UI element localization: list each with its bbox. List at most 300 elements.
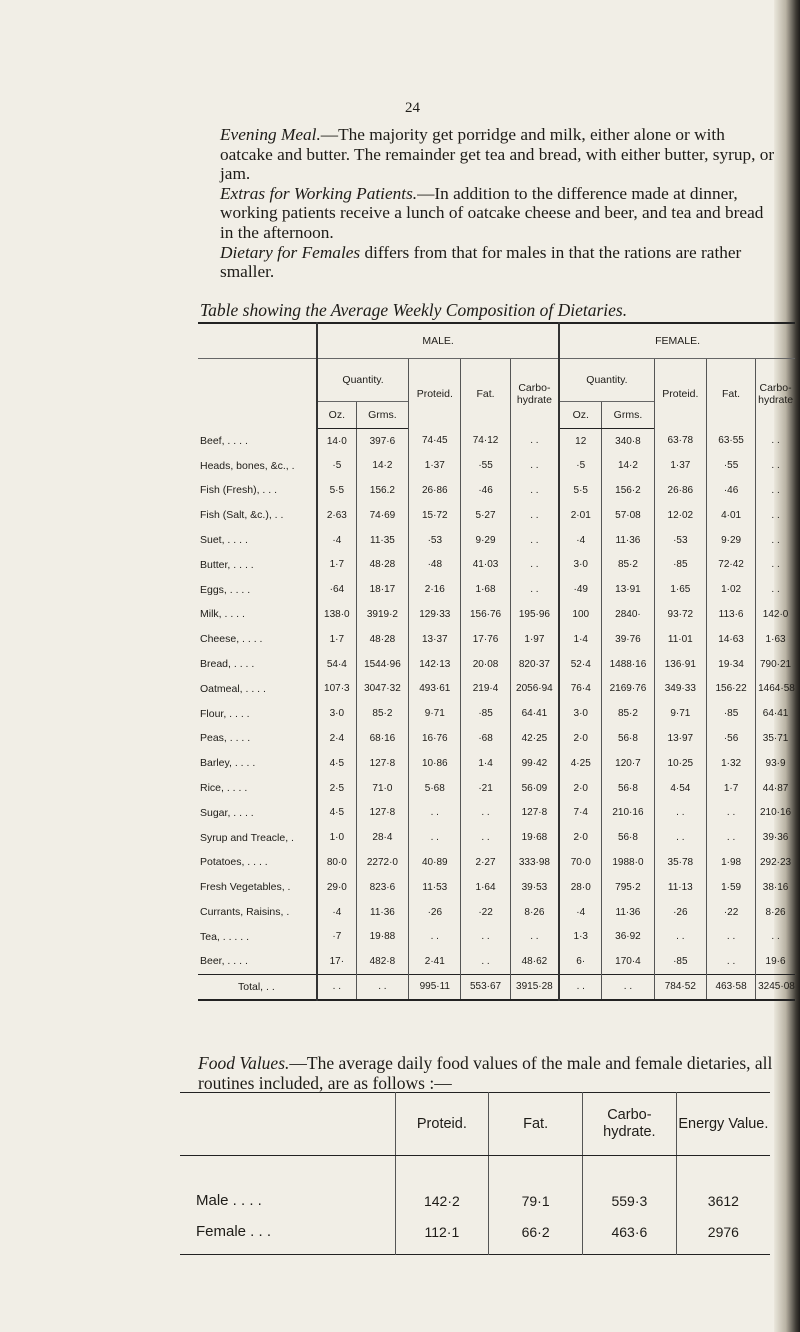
male-quantity-header: Quantity. (317, 359, 409, 402)
male-proteid-cell: ·48 (409, 552, 461, 577)
female-proteid-cell: 35·78 (654, 850, 706, 875)
table-row (198, 900, 795, 925)
female-oz-cell: 1·4 (559, 627, 602, 652)
female-fat-cell: 14·63 (707, 627, 756, 652)
male-grms-header: Grms. (356, 402, 408, 429)
female-carbo-cell: 93·9 (756, 751, 795, 776)
fv-cell: 559·3 (583, 1156, 677, 1210)
male-proteid-cell: 15·72 (409, 503, 461, 528)
female-proteid-cell: 12·02 (654, 503, 706, 528)
female-fat-cell: 1·32 (707, 751, 756, 776)
male-oz-cell: 2·63 (317, 503, 356, 528)
male-carbo-cell: 64·41 (510, 701, 559, 726)
female-grms-cell: 1988·0 (602, 850, 654, 875)
female-grms-cell: 120·7 (602, 751, 654, 776)
male-oz-cell: 29·0 (317, 875, 356, 900)
female-proteid-cell: ·53 (654, 528, 706, 553)
male-proteid-cell: 5·68 (409, 776, 461, 801)
male-oz-cell: 14·0 (317, 429, 356, 454)
female-fat-cell: 63·55 (707, 429, 756, 454)
male-carbo-cell: 333·98 (510, 850, 559, 875)
male-carbo-cell: 56·09 (510, 776, 559, 801)
female-carbo-cell: . . (756, 924, 795, 949)
female-proteid-cell: 11·13 (654, 875, 706, 900)
intro-text (220, 125, 780, 282)
male-proteid-cell: . . (409, 924, 461, 949)
female-fat-cell: ·56 (707, 726, 756, 751)
male-grms-cell: 28·4 (356, 825, 408, 850)
female-carbo-cell: 19·6 (756, 949, 795, 974)
female-fat-cell: 72·42 (707, 552, 756, 577)
total-row (198, 974, 795, 1000)
male-fat-cell: 17·76 (461, 627, 510, 652)
male-fat-cell: 5·27 (461, 503, 510, 528)
male-grms-cell: 3047·32 (356, 676, 408, 701)
male-fat-cell: 553·67 (461, 974, 510, 1000)
female-oz-cell: 4·25 (559, 751, 602, 776)
female-proteid-cell: 784·52 (654, 974, 706, 1000)
male-grms-cell: 127·8 (356, 751, 408, 776)
male-fat-cell: . . (461, 924, 510, 949)
male-oz-cell: 2·5 (317, 776, 356, 801)
fv-label-header (180, 1093, 395, 1156)
male-proteid-cell: 74·45 (409, 429, 461, 454)
table-row (198, 627, 795, 652)
male-grms-cell: 14·2 (356, 453, 408, 478)
food-name: Rice, . . . . (200, 782, 248, 795)
food-col-header (198, 323, 317, 359)
male-fat-cell: 74·12 (461, 429, 510, 454)
table-row (198, 825, 795, 850)
male-grms-cell: 68·16 (356, 726, 408, 751)
male-proteid-cell: 995·11 (409, 974, 461, 1000)
male-carbo-cell: 19·68 (510, 825, 559, 850)
food-name: Bread, . . . . (200, 658, 255, 671)
male-carbo-cell: 99·42 (510, 751, 559, 776)
fv-energy-header: Energy Value. (676, 1093, 770, 1156)
food-name: Total, . . (198, 974, 317, 1000)
male-carbo-cell: 127·8 (510, 800, 559, 825)
female-proteid-cell: 349·33 (654, 676, 706, 701)
food-name: Fish (Fresh), . . . (200, 484, 278, 497)
female-proteid-cell: . . (654, 800, 706, 825)
female-carbo-cell: 790·21 (756, 652, 795, 677)
male-carbo-cell: . . (510, 453, 559, 478)
male-oz-cell: 1·7 (317, 627, 356, 652)
female-oz-cell: 2·01 (559, 503, 602, 528)
female-oz-cell: 76·4 (559, 676, 602, 701)
female-oz-cell: 2·0 (559, 726, 602, 751)
female-oz-cell: 100 (559, 602, 602, 627)
male-fat-cell: 156·76 (461, 602, 510, 627)
male-proteid-cell: ·26 (409, 900, 461, 925)
male-fat-cell: . . (461, 825, 510, 850)
female-oz-cell: 12 (559, 429, 602, 454)
fv-label: Female . . . (196, 1223, 272, 1240)
male-fat-cell: ·46 (461, 478, 510, 503)
table-row (198, 602, 795, 627)
food-name: Eggs, . . . . (200, 583, 251, 596)
female-proteid-cell: 1·37 (654, 453, 706, 478)
female-carbo-cell: . . (756, 577, 795, 602)
female-grms-cell: 1488·16 (602, 652, 654, 677)
food-name: Barley, . . . . (200, 757, 256, 770)
fv-cell: 463·6 (583, 1210, 677, 1255)
food-name: Tea, . . . . . (200, 930, 250, 943)
male-fat-cell: 1·68 (461, 577, 510, 602)
female-proteid-header: Proteid. (654, 359, 706, 429)
female-carbo-cell: 142·0 (756, 602, 795, 627)
male-grms-cell: 156.2 (356, 478, 408, 503)
food-name: Fresh Vegetables, . (200, 881, 291, 894)
fv-cell: 112·1 (395, 1210, 489, 1255)
female-proteid-cell: 13·97 (654, 726, 706, 751)
male-oz-cell: ·64 (317, 577, 356, 602)
female-grms-cell: 210·16 (602, 800, 654, 825)
female-fat-cell: . . (707, 800, 756, 825)
female-carbo-cell: 64·41 (756, 701, 795, 726)
female-proteid-cell: 136·91 (654, 652, 706, 677)
fv-cell: 3612 (676, 1156, 770, 1210)
male-carbo-cell: 8·26 (510, 900, 559, 925)
table-row (198, 528, 795, 553)
fv-proteid-header: Proteid. (395, 1093, 489, 1156)
table-row (198, 429, 795, 454)
male-oz-cell: 107·3 (317, 676, 356, 701)
table-row (198, 478, 795, 503)
female-fat-cell: . . (707, 924, 756, 949)
male-grms-cell: 823·6 (356, 875, 408, 900)
female-fat-cell: 1·02 (707, 577, 756, 602)
male-grms-cell: 71·0 (356, 776, 408, 801)
female-proteid-cell: 10·25 (654, 751, 706, 776)
female-fat-cell: 1·7 (707, 776, 756, 801)
male-proteid-cell: . . (409, 800, 461, 825)
female-proteid-cell: 26·86 (654, 478, 706, 503)
female-oz-cell: 52·4 (559, 652, 602, 677)
male-fat-cell: ·68 (461, 726, 510, 751)
male-proteid-cell: . . (409, 825, 461, 850)
male-carbo-cell: . . (510, 924, 559, 949)
male-carbo-cell: . . (510, 429, 559, 454)
table-row (198, 701, 795, 726)
female-carbo-cell: . . (756, 552, 795, 577)
male-grms-cell: 3919·2 (356, 602, 408, 627)
food-name: Butter, . . . . (200, 558, 254, 571)
male-fat-cell: 219·4 (461, 676, 510, 701)
female-proteid-cell: 1·65 (654, 577, 706, 602)
male-fat-cell: . . (461, 800, 510, 825)
male-grms-cell: 127·8 (356, 800, 408, 825)
female-grms-cell: 56·8 (602, 776, 654, 801)
female-oz-cell: 5·5 (559, 478, 602, 503)
female-fat-cell: 9·29 (707, 528, 756, 553)
table-caption: Table showing the Average Weekly Composition of Dietaries. (200, 300, 628, 320)
female-carbo-cell: . . (756, 478, 795, 503)
female-grms-cell: 170·4 (602, 949, 654, 974)
male-carbo-cell: 2056·94 (510, 676, 559, 701)
male-carbo-cell: . . (510, 528, 559, 553)
female-oz-cell: ·4 (559, 528, 602, 553)
female-carbo-cell: 35·71 (756, 726, 795, 751)
fv-cell: 2976 (676, 1210, 770, 1255)
male-oz-cell: 4·5 (317, 800, 356, 825)
male-carbo-header: Carbo-hydrate (510, 359, 559, 429)
male-header: MALE. (317, 323, 559, 359)
male-proteid-cell: 26·86 (409, 478, 461, 503)
female-oz-cell: 1·3 (559, 924, 602, 949)
female-grms-cell: 795·2 (602, 875, 654, 900)
female-oz-cell: . . (559, 974, 602, 1000)
food-name: Milk, . . . . (200, 608, 245, 621)
male-grms-cell: 1544·96 (356, 652, 408, 677)
male-oz-cell: 4·5 (317, 751, 356, 776)
female-carbo-cell: 3245·08 (756, 974, 795, 1000)
female-oz-cell: ·5 (559, 453, 602, 478)
male-proteid-cell: 2·16 (409, 577, 461, 602)
fv-cell: 66·2 (489, 1210, 583, 1255)
male-oz-cell: . . (317, 974, 356, 1000)
male-grms-cell: 18·17 (356, 577, 408, 602)
composition-table (198, 322, 795, 1001)
male-oz-cell: ·4 (317, 900, 356, 925)
female-grms-cell: 85·2 (602, 701, 654, 726)
female-grms-cell: . . (602, 974, 654, 1000)
male-proteid-cell: 9·71 (409, 701, 461, 726)
female-carbo-cell: 1464·58 (756, 676, 795, 701)
female-fat-cell: 463·58 (707, 974, 756, 1000)
female-oz-cell: 6· (559, 949, 602, 974)
male-carbo-cell: . . (510, 552, 559, 577)
female-fat-cell: 156·22 (707, 676, 756, 701)
fv-row-male (180, 1156, 770, 1210)
female-grms-cell: 39·76 (602, 627, 654, 652)
male-grms-cell: . . (356, 974, 408, 1000)
female-fat-cell: 4·01 (707, 503, 756, 528)
male-oz-cell: 1·0 (317, 825, 356, 850)
male-carbo-cell: . . (510, 503, 559, 528)
female-oz-cell: 70·0 (559, 850, 602, 875)
female-proteid-cell: 4·54 (654, 776, 706, 801)
female-carbo-cell: 1·63 (756, 627, 795, 652)
female-fat-cell: ·55 (707, 453, 756, 478)
female-oz-cell: ·49 (559, 577, 602, 602)
female-grms-cell: 56·8 (602, 825, 654, 850)
male-oz-header: Oz. (317, 402, 356, 429)
food-name: Cheese, . . . . (200, 633, 263, 646)
food-name: Beer, . . . . (200, 955, 248, 968)
female-fat-cell: 113·6 (707, 602, 756, 627)
male-oz-cell: 138·0 (317, 602, 356, 627)
paragraph-females: Dietary for Females differs from that for males in that the rations are rather smaller. (220, 242, 742, 282)
food-name: Peas, . . . . (200, 732, 251, 745)
female-grms-cell: 2169·76 (602, 676, 654, 701)
table-row (198, 850, 795, 875)
fv-row-female (180, 1210, 770, 1255)
female-proteid-cell: ·85 (654, 949, 706, 974)
female-grms-header: Grms. (602, 402, 654, 429)
female-grms-cell: 14·2 (602, 453, 654, 478)
male-proteid-cell: 13·37 (409, 627, 461, 652)
female-fat-cell: . . (707, 949, 756, 974)
male-grms-cell: 74·69 (356, 503, 408, 528)
female-carbo-cell: . . (756, 453, 795, 478)
food-name: Heads, bones, &c., . (200, 459, 295, 472)
female-grms-cell: 36·92 (602, 924, 654, 949)
female-proteid-cell: 93·72 (654, 602, 706, 627)
male-fat-cell: ·21 (461, 776, 510, 801)
male-oz-cell: 1·7 (317, 552, 356, 577)
table-row (198, 875, 795, 900)
female-proteid-cell: ·26 (654, 900, 706, 925)
male-oz-cell: 5·5 (317, 478, 356, 503)
female-carbo-cell: 38·16 (756, 875, 795, 900)
paragraph-evening-meal: Evening Meal.—The majority get porridge and milk, either alone or with oatcake and butter. The remainder get tea and bread, with either butter, syrup, or jam. (220, 125, 775, 184)
female-carbo-cell: 210·16 (756, 800, 795, 825)
female-oz-cell: 3·0 (559, 552, 602, 577)
female-grms-cell: 2840· (602, 602, 654, 627)
female-proteid-cell: 63·78 (654, 429, 706, 454)
table-row (198, 800, 795, 825)
male-grms-cell: 397·6 (356, 429, 408, 454)
male-proteid-cell: 1·37 (409, 453, 461, 478)
fv-label: Male . . . . (196, 1191, 262, 1209)
male-proteid-cell: ·53 (409, 528, 461, 553)
male-grms-cell: 482·8 (356, 949, 408, 974)
female-oz-cell: 2·0 (559, 825, 602, 850)
male-fat-cell: ·85 (461, 701, 510, 726)
female-proteid-cell: . . (654, 924, 706, 949)
male-grms-cell: 19·88 (356, 924, 408, 949)
table-row (198, 676, 795, 701)
table-row (198, 503, 795, 528)
female-oz-header: Oz. (559, 402, 602, 429)
male-fat-header: Fat. (461, 359, 510, 429)
male-grms-cell: 11·36 (356, 900, 408, 925)
female-fat-cell: 1·98 (707, 850, 756, 875)
female-carbo-cell: . . (756, 429, 795, 454)
male-fat-cell: . . (461, 949, 510, 974)
female-carbo-cell: 292·23 (756, 850, 795, 875)
female-proteid-cell: 9·71 (654, 701, 706, 726)
male-oz-cell: 3·0 (317, 701, 356, 726)
female-grms-cell: 11·36 (602, 900, 654, 925)
male-oz-cell: ·5 (317, 453, 356, 478)
food-name: Potatoes, . . . . (200, 856, 268, 869)
male-fat-cell: 1·64 (461, 875, 510, 900)
male-proteid-cell: 16·76 (409, 726, 461, 751)
female-oz-cell: 2·0 (559, 776, 602, 801)
female-carbo-cell: . . (756, 528, 795, 553)
male-fat-cell: 20·08 (461, 652, 510, 677)
female-header: FEMALE. (559, 323, 795, 359)
food-name: Beef, . . . . (200, 434, 248, 447)
male-oz-cell: ·4 (317, 528, 356, 553)
male-carbo-cell: 39·53 (510, 875, 559, 900)
table-row (198, 776, 795, 801)
female-grms-cell: 156·2 (602, 478, 654, 503)
page-number: 24 (405, 100, 420, 116)
fv-cell: 79·1 (489, 1156, 583, 1210)
paragraph-extras: Extras for Working Patients.—In addition to the difference made at dinner, working patients receive a lunch of oatcake cheese and beer, and tea and bread in the afternoon. (220, 183, 764, 242)
female-grms-cell: 340·8 (602, 429, 654, 454)
female-grms-cell: 11·36 (602, 528, 654, 553)
male-grms-cell: 2272·0 (356, 850, 408, 875)
female-grms-cell: 13·91 (602, 577, 654, 602)
female-grms-cell: 57·08 (602, 503, 654, 528)
female-carbo-cell: . . (756, 503, 795, 528)
female-oz-cell: 3·0 (559, 701, 602, 726)
male-proteid-header: Proteid. (409, 359, 461, 429)
female-fat-cell: ·46 (707, 478, 756, 503)
male-grms-cell: 48·28 (356, 627, 408, 652)
food-name: Currants, Raisins, . (200, 906, 290, 919)
table-row (198, 652, 795, 677)
female-fat-cell: 1·59 (707, 875, 756, 900)
male-proteid-cell: 493·61 (409, 676, 461, 701)
male-fat-cell: 41·03 (461, 552, 510, 577)
male-grms-cell: 85·2 (356, 701, 408, 726)
male-grms-cell: 48·28 (356, 552, 408, 577)
female-quantity-header: Quantity. (559, 359, 654, 402)
food-name: Flour, . . . . (200, 707, 250, 720)
male-fat-cell: ·55 (461, 453, 510, 478)
male-proteid-cell: 40·89 (409, 850, 461, 875)
female-oz-cell: 7·4 (559, 800, 602, 825)
female-fat-header: Fat. (707, 359, 756, 429)
table-row (198, 924, 795, 949)
fv-fat-header: Fat. (489, 1093, 583, 1156)
female-carbo-cell: 39·36 (756, 825, 795, 850)
male-fat-cell: 2·27 (461, 850, 510, 875)
table-row (198, 751, 795, 776)
female-fat-cell: . . (707, 825, 756, 850)
food-name: Sugar, . . . . (200, 806, 254, 819)
male-proteid-cell: 129·33 (409, 602, 461, 627)
male-carbo-cell: . . (510, 577, 559, 602)
male-proteid-cell: 142·13 (409, 652, 461, 677)
male-carbo-cell: 48·62 (510, 949, 559, 974)
male-oz-cell: 2·4 (317, 726, 356, 751)
male-carbo-cell: 3915·28 (510, 974, 559, 1000)
food-name: Syrup and Treacle, . (200, 831, 294, 844)
food-name: Suet, . . . . (200, 534, 248, 547)
female-carbo-cell: 8·26 (756, 900, 795, 925)
male-proteid-cell: 11·53 (409, 875, 461, 900)
food-values-table (180, 1092, 770, 1255)
female-proteid-cell: . . (654, 825, 706, 850)
fv-carbo-header: Carbo-hydrate. (583, 1093, 677, 1156)
female-fat-cell: 19·34 (707, 652, 756, 677)
male-fat-cell: ·22 (461, 900, 510, 925)
female-grms-cell: 56·8 (602, 726, 654, 751)
food-values-title: Food Values.—The average daily food values of the male and female dietaries, all routines included, are as follows :— (198, 1053, 773, 1093)
male-carbo-cell: . . (510, 478, 559, 503)
male-carbo-cell: 1·97 (510, 627, 559, 652)
male-fat-cell: 1·4 (461, 751, 510, 776)
table-row (198, 577, 795, 602)
male-oz-cell: 17· (317, 949, 356, 974)
male-proteid-cell: 10·86 (409, 751, 461, 776)
male-grms-cell: 11·35 (356, 528, 408, 553)
male-oz-cell: 54·4 (317, 652, 356, 677)
female-oz-cell: ·4 (559, 900, 602, 925)
female-proteid-cell: ·85 (654, 552, 706, 577)
fv-cell: 142·2 (395, 1156, 489, 1210)
food-name: Fish (Salt, &c.), . . (200, 509, 284, 522)
female-proteid-cell: 11·01 (654, 627, 706, 652)
male-carbo-cell: 42·25 (510, 726, 559, 751)
